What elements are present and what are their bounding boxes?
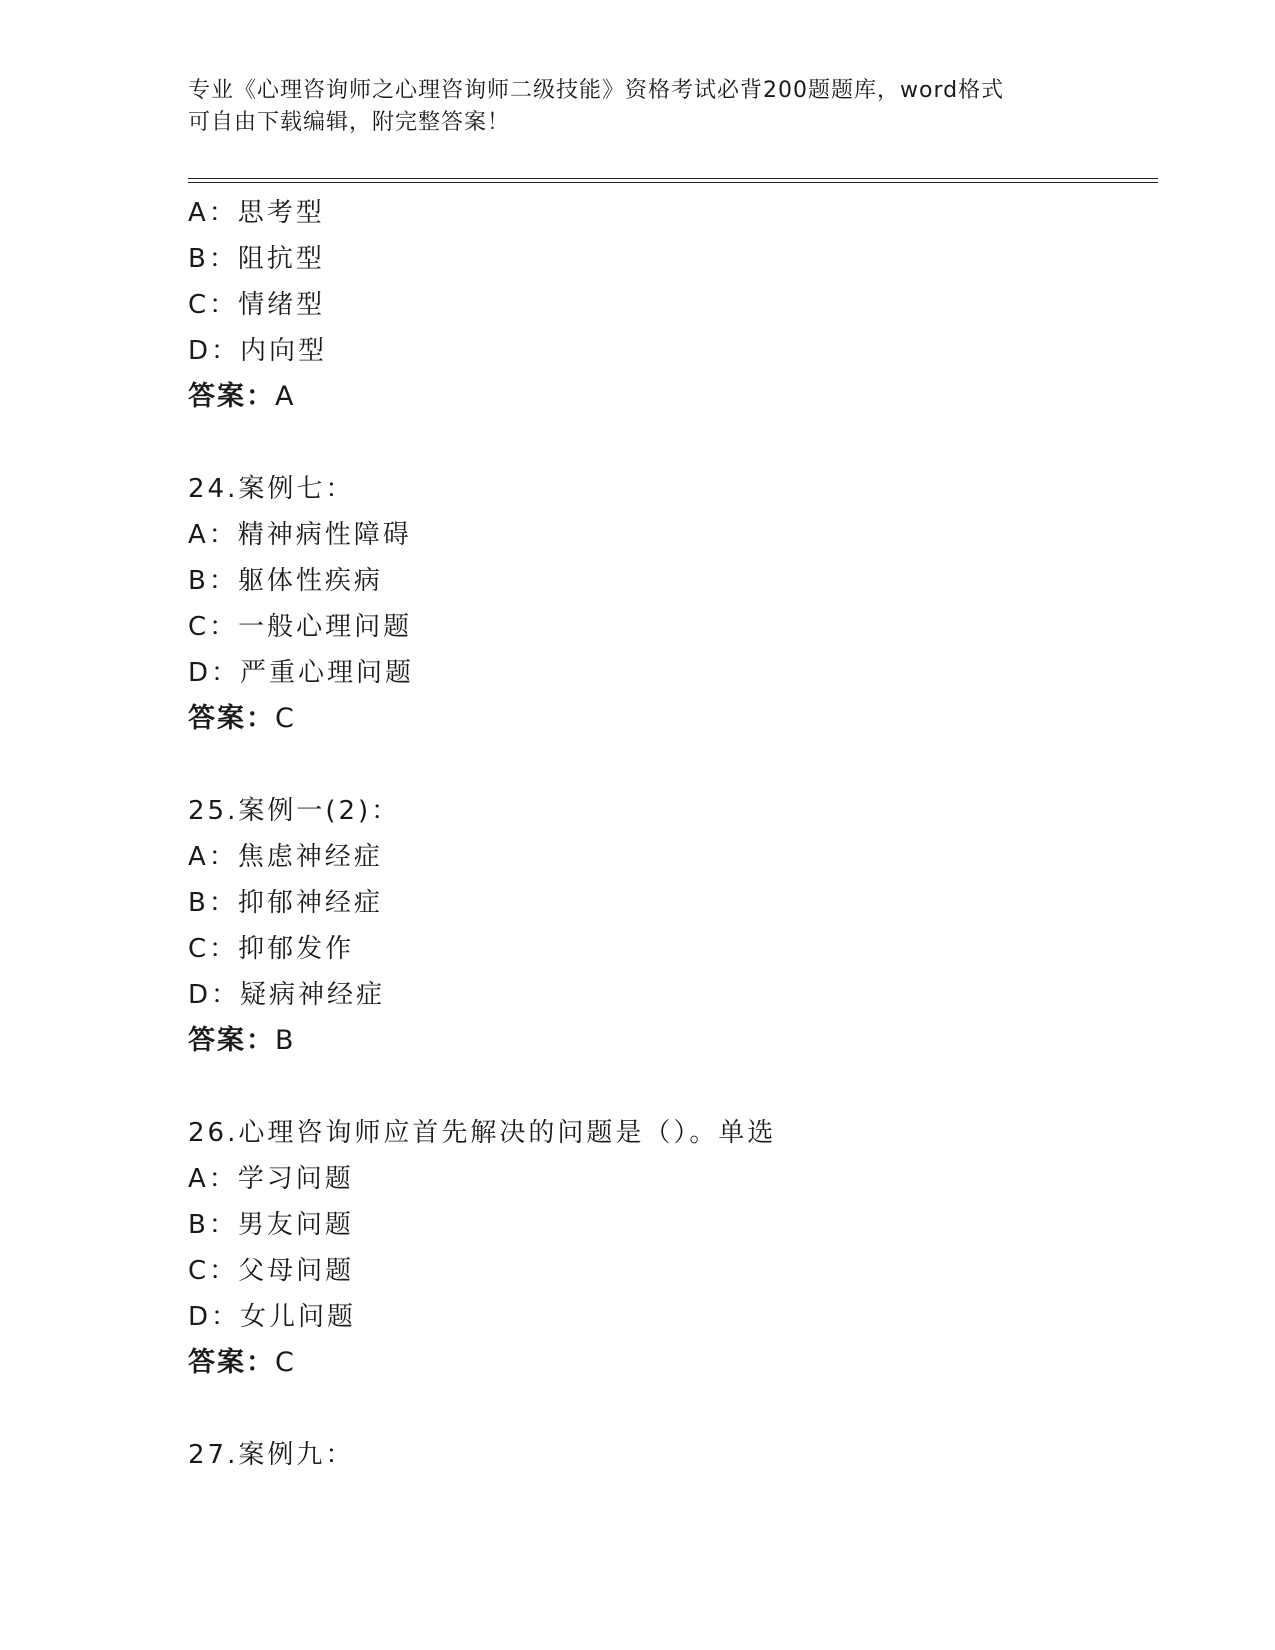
question-block-26 [188, 1110, 1148, 1386]
option-d: D：严重心理问题 [188, 658, 415, 688]
answer-label: 答案： [188, 1025, 275, 1056]
answer-line [188, 374, 1148, 420]
answer-value: C [275, 1347, 296, 1378]
question-block-27 [188, 1432, 1148, 1478]
option-b: B：躯体性疾病 [188, 566, 383, 596]
document-header [188, 75, 1088, 139]
option-c: C：一般心理问题 [188, 612, 413, 642]
option-a: A：焦虑神经症 [188, 842, 383, 872]
question-block-24 [188, 466, 1148, 742]
question-stem: 25.案例一(2)： [188, 796, 401, 826]
option-b: B：阻抗型 [188, 244, 325, 274]
answer-value: A [275, 381, 296, 412]
option-d: D：女儿问题 [188, 1302, 357, 1332]
header-line-1: 专业《心理咨询师之心理咨询师二级技能》资格考试必背200题题库，word格式 [188, 78, 1005, 103]
option-a: A：学习问题 [188, 1164, 354, 1194]
question-stem: 26.心理咨询师应首先解决的问题是（）。单选 [188, 1118, 777, 1148]
answer-label: 答案： [188, 381, 275, 412]
option-d: D：内向型 [188, 336, 328, 366]
answer-value: C [275, 703, 296, 734]
option-c: C：抑郁发作 [188, 934, 355, 964]
question-stem: 27.案例九： [188, 1440, 355, 1470]
option-b: B：男友问题 [188, 1210, 354, 1240]
option-d: D：疑病神经症 [188, 980, 386, 1010]
answer-line [188, 1018, 1148, 1064]
header-line-2: 可自由下载编辑，附完整答案！ [188, 110, 511, 135]
answer-label: 答案： [188, 1347, 275, 1378]
option-a: A：精神病性障碍 [188, 520, 412, 550]
option-b: B：抑郁神经症 [188, 888, 383, 918]
question-stem: 24.案例七： [188, 474, 355, 504]
option-a: A：思考型 [188, 198, 325, 228]
question-block-25 [188, 788, 1148, 1064]
option-c: C：父母问题 [188, 1256, 355, 1286]
answer-label: 答案： [188, 703, 275, 734]
question-list [188, 190, 1148, 1478]
header-divider-top [188, 178, 1158, 179]
header-divider-bottom [188, 182, 1158, 183]
answer-line [188, 696, 1148, 742]
answer-value: B [275, 1025, 296, 1056]
option-c: C：情绪型 [188, 290, 326, 320]
question-block-23 [188, 190, 1148, 420]
answer-line [188, 1340, 1148, 1386]
